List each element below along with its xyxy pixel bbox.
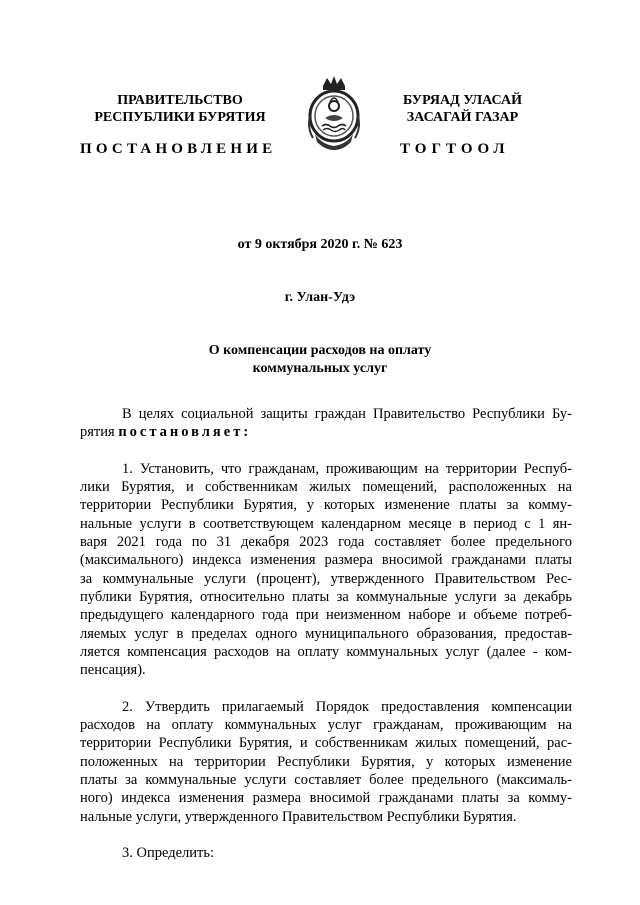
paragraph-2-line: положенных на территории Республики Бурятия, у которых изменение [80,753,572,770]
paragraph-2-line: территории Республики Бурятия, и собственникам жилых помещений, рас- [80,735,572,752]
paragraph-2-line: расходов на оплату коммунальных услуг гражданам, проживающим на [80,717,572,734]
preamble-line [80,423,572,441]
paragraph-1-line: за коммунальные услуги (процент), утвержденного Правительством Рес- [80,570,572,587]
document-title-line: коммунальных услуг [252,361,388,376]
paragraph-1-line: 1. Установить, что гражданам, проживающим на территории Респуб- [122,460,572,477]
paragraph-1-line: территории Республики Бурятия, у которых изменение платы за комму- [80,497,572,514]
header-right-line: БУРЯАД УЛАСАЙ [403,93,522,108]
header-left-line: ПРАВИТЕЛЬСТВО [117,93,243,108]
document-title-line: О компенсации расходов на оплату [208,343,432,358]
paragraph-1-line: предыдущего календарного года при неизменном наборе и объеме потреб- [80,607,572,624]
paragraph-2-line: ного) индекса изменения размера вносимой гражданами платы за комму- [80,790,572,807]
header-left-org [80,92,280,126]
paragraph-2-line: платы за коммунальные услуги составляет более предельного (максималь- [80,771,572,788]
preamble-resolves: постановляет: [118,424,252,441]
paragraph-1-line: варя 2021 года по 31 декабря 2023 года составляет более предельного [80,534,572,551]
paragraph-3-line: 3. Определить: [122,845,215,862]
paragraph-1-line: ляемых услуг в пределах одного муниципального образования, предостав- [80,625,572,642]
paragraph-1-line: нальные услуги в соответствующем календарном месяце в период с 1 ян- [80,515,572,532]
paragraph-1-line: пенсация). [80,662,146,679]
document-body [80,405,572,862]
document-title [0,342,640,378]
header-right-line: ЗАСАГАЙ ГАЗАР [406,110,519,125]
preamble-prefix: рятия [80,424,119,441]
paragraph-2-line: 2. Утвердить прилагаемый Порядок предоставления компенсации [122,698,572,715]
doc-type-buryat: ТОГТООЛ [400,141,510,157]
doc-type-russian: ПОСТАНОВЛЕНИЕ [80,141,277,157]
document-city: г. Улан-Удэ [284,290,356,305]
paragraph-1-line: лики Бурятия, и собственникам жилых помещений, расположенных на [80,479,572,496]
paragraph-1-line: публики Бурятия, относительно платы за коммунальные услуги за декабрь [80,588,572,605]
header-left-line: РЕСПУБЛИКИ БУРЯТИЯ [94,110,266,125]
paragraph-1-line: (максимального) индекса изменения размера вносимой гражданами платы [80,552,572,569]
header-right-org [385,92,540,126]
coat-of-arms-icon [301,72,367,154]
paragraph-2-line: нальные услуги, утвержденного Правительством Республики Бурятия. [80,808,517,825]
preamble-line: В целях социальной защиты граждан Правительство Республики Бу- [122,406,572,422]
paragraph-1-line: ляется компенсация расходов на оплату коммунальных услуг (далее - ком- [80,643,572,660]
document-date-number: от 9 октября 2020 г. № 623 [237,237,403,252]
